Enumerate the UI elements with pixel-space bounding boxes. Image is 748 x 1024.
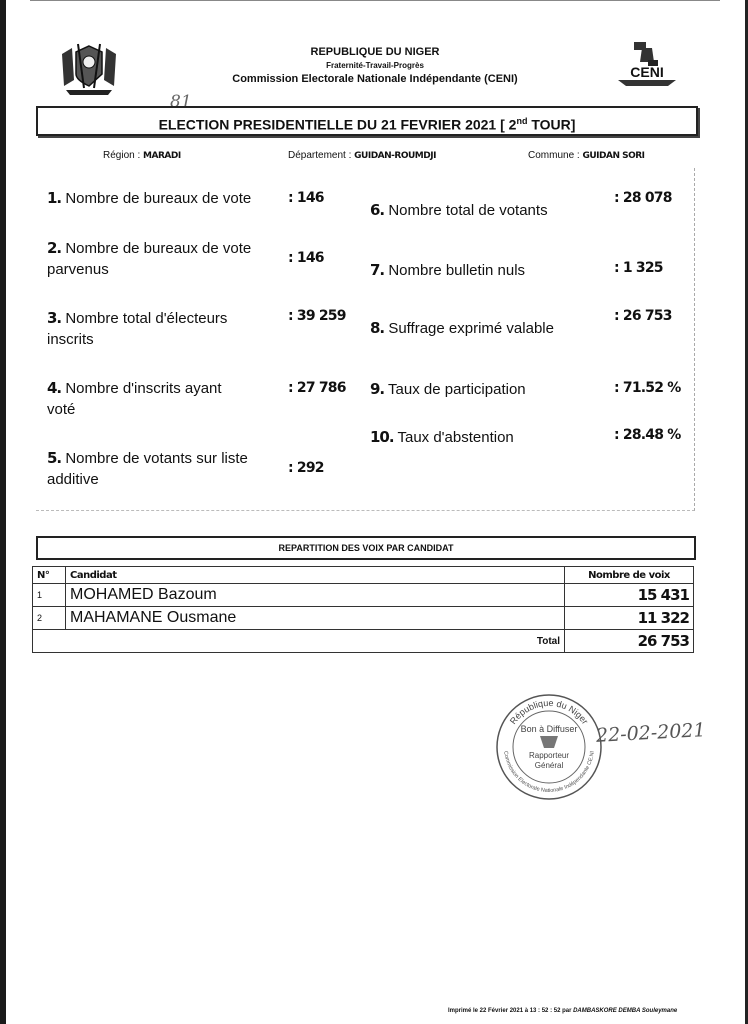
country-motto: Fraternité-Travail-Progrès bbox=[326, 61, 424, 70]
svg-text:République du Niger bbox=[508, 698, 590, 726]
election-title bbox=[36, 106, 698, 136]
candidates-table bbox=[32, 566, 694, 653]
region-label: Région : bbox=[103, 150, 141, 161]
header-votes: Nombre de voix bbox=[565, 567, 694, 584]
region-field bbox=[103, 150, 181, 161]
footer-printed: Imprimé le 22 Février 2021 à 13 : 52 : 52 par bbox=[448, 1008, 574, 1014]
commune-field bbox=[528, 150, 645, 161]
stamp-line-3: Général bbox=[534, 761, 564, 770]
commission-name: Commission Electorale Nationale Indépendante (CENI) bbox=[232, 73, 518, 85]
stamp-ring-text: République du Niger bbox=[507, 697, 591, 727]
official-stamp-icon bbox=[494, 692, 604, 802]
department-field bbox=[288, 150, 436, 161]
coat-of-arms-icon bbox=[58, 40, 120, 96]
stat-stations-received-value: : 146 bbox=[288, 250, 324, 266]
candidate-name: MAHAMANE Ousmane bbox=[66, 607, 565, 630]
table-row bbox=[33, 584, 694, 607]
stat-registered-voters-value: : 39 259 bbox=[288, 308, 346, 324]
stat-null-ballots: 7. Nombre bulletin nuls bbox=[370, 261, 526, 279]
stat-total-voters: 6. Nombre total de votants bbox=[370, 201, 548, 219]
election-title-sup: nd bbox=[516, 116, 528, 126]
table-total-row bbox=[33, 630, 694, 653]
stat-valid-votes: 8. Suffrage exprimé valable bbox=[370, 319, 554, 337]
stat-abstention-rate: 10. Taux d'abstention bbox=[370, 428, 514, 446]
stamp-ring-bottom: Commission Electorale Nationale Indépendante CE.NI bbox=[502, 750, 596, 795]
handwritten-date: 22-02-2021 bbox=[595, 719, 707, 747]
stat-stations-received: 2. Nombre de bureaux de vote parvenus bbox=[47, 239, 252, 278]
stat-polling-stations: 1. Nombre de bureaux de vote bbox=[47, 189, 252, 207]
total-label: Total bbox=[33, 630, 565, 653]
stat-total-voters-value: : 28 078 bbox=[614, 190, 672, 206]
stat-registered-voters: 3. Nombre total d'électeurs inscrits bbox=[47, 309, 228, 348]
candidate-votes: 11 322 bbox=[565, 607, 694, 630]
stat-polling-stations-value: : 146 bbox=[288, 190, 324, 206]
header-number: N° bbox=[33, 567, 66, 584]
stat-participation-rate-value: : 71.52 % bbox=[614, 380, 681, 396]
scan-top-line bbox=[30, 0, 720, 1]
commune-label: Commune : bbox=[528, 150, 580, 161]
stat-participation-rate: 9. Taux de participation bbox=[370, 380, 526, 398]
region-value: MARADI bbox=[143, 151, 181, 161]
ceni-logo-icon bbox=[612, 40, 682, 92]
stat-valid-votes-value: : 26 753 bbox=[614, 308, 672, 324]
stamp-line-1: Bon à Diffuser bbox=[520, 724, 578, 734]
stat-registered-who-voted: 4. Nombre d'inscrits ayant voté bbox=[47, 379, 222, 418]
stat-additive-list-voters: 5. Nombre de votants sur liste additive bbox=[47, 449, 248, 488]
print-footer bbox=[448, 1008, 677, 1014]
row-number: 2 bbox=[33, 607, 66, 630]
repartition-title: REPARTITION DES VOIX PAR CANDIDAT bbox=[36, 536, 696, 560]
country-name: REPUBLIQUE DU NIGER bbox=[310, 46, 440, 58]
footer-author: DAMBASKORE DEMBA Souleymane bbox=[573, 1008, 678, 1014]
stat-registered-who-voted-value: : 27 786 bbox=[288, 380, 346, 396]
ceni-logo-text: CENI bbox=[630, 64, 664, 80]
scan-left-edge bbox=[0, 0, 6, 1024]
department-value: GUIDAN-ROUMDJI bbox=[354, 151, 436, 161]
table-row bbox=[33, 607, 694, 630]
total-votes: 26 753 bbox=[565, 630, 694, 653]
table-header-row bbox=[33, 567, 694, 584]
commune-value: GUIDAN SORI bbox=[582, 151, 645, 161]
election-title-end: TOUR] bbox=[527, 116, 576, 133]
election-title-main: ELECTION PRESIDENTIELLE DU 21 FEVRIER 2021 [ 2 bbox=[158, 116, 517, 133]
stamp-line-2: Rapporteur bbox=[528, 751, 570, 760]
header-candidate: Candidat bbox=[66, 567, 565, 584]
stat-null-ballots-value: : 1 325 bbox=[614, 260, 663, 276]
stat-additive-list-voters-value: : 292 bbox=[288, 460, 324, 476]
stat-abstention-rate-value: : 28.48 % bbox=[614, 427, 681, 443]
row-number: 1 bbox=[33, 584, 66, 607]
candidate-name: MOHAMED Bazoum bbox=[66, 584, 565, 607]
candidate-votes: 15 431 bbox=[565, 584, 694, 607]
department-label: Département : bbox=[288, 150, 352, 161]
handwritten-note: 81 bbox=[170, 92, 192, 112]
